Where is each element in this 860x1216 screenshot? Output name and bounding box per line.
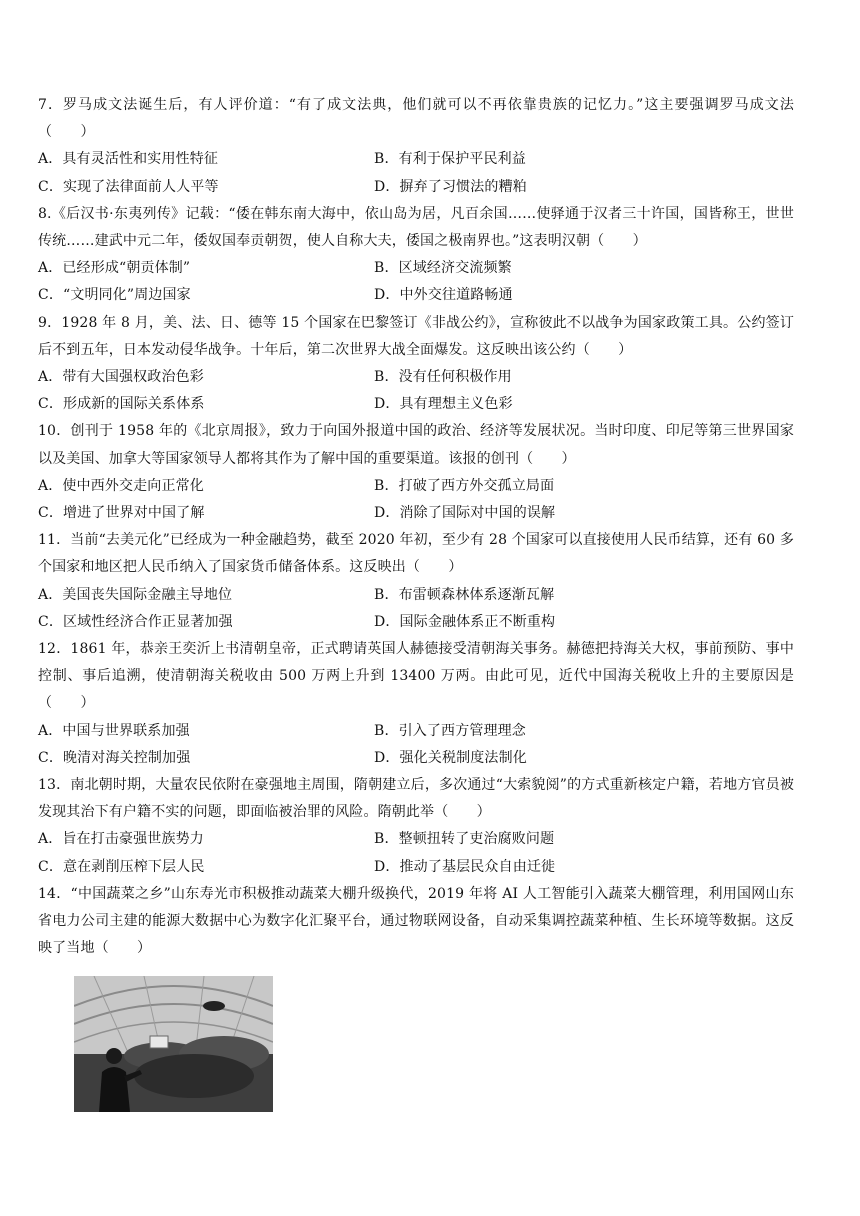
greenhouse-illustration [74,976,273,1112]
option-d: D．具有理想主义色彩 [374,396,513,413]
option-b: B．整顿扭转了吏治腐败问题 [374,831,555,848]
option-c: C．增进了世界对中国了解 [38,505,205,522]
option-a: A．带有大国强权政治色彩 [38,369,204,386]
option-a: A．中国与世界联系加强 [38,722,190,739]
option-b: B．引入了西方管理理念 [374,722,526,739]
option-c: C．晚清对海关控制加强 [38,749,191,766]
option-d: D．强化关税制度法制化 [374,749,527,766]
question-stem: 7．罗马成文法诞生后，有人评价道：“有了成文法典，他们就可以不再依靠贵族的记忆力。”这主要强调罗马成文法（ ） [38,97,794,141]
question-7 [38,92,794,201]
option-b: B．没有任何积极作用 [374,369,512,386]
option-a: A．美国丧失国际金融主导地位 [38,586,233,603]
options [38,364,794,418]
question-stem: 11．当前“去美元化”已经成为一种金融趋势，截至 2020 年初，至少有 28 个国家可以直接使用人民币结算，还有 60 多个国家和地区把人民币纳入了国家货币储备体系。这反映出（ ） [38,532,794,576]
option-c: C．形成新的国际关系体系 [38,396,205,413]
option-d: D．消除了国际对中国的误解 [374,505,556,522]
question-stem: 9．1928 年 8 月，美、法、日、德等 15 个国家在巴黎签订《非战公约》，宣称彼此不以战争为国家政策工具。公约签订后不到五年，日本发动侵华战争。十年后，第二次世界大战全面爆发。这反映出该公约（ ） [38,314,794,358]
options [38,255,794,309]
option-b: B．布雷顿森林体系逐渐瓦解 [374,586,555,603]
question-13 [38,772,794,881]
options [38,718,794,772]
option-c: C．区域性经济合作正显著加强 [38,613,233,630]
option-c: C．意在剥削压榨下层人民 [38,858,205,875]
option-d: D．摒弃了习惯法的糟粕 [374,178,527,195]
option-c: C．实现了法律面前人人平等 [38,178,219,195]
options [38,473,794,527]
options [38,826,794,880]
option-a: A．使中西外交走向正常化 [38,477,204,494]
option-c: C．“文明同化”周边国家 [38,287,191,304]
question-11 [38,527,794,636]
question-stem: 12．1861 年，恭亲王奕沂上书清朝皇帝，正式聘请英国人赫德接受清朝海关事务。赫德把持海关大权，事前预防、事中控制、事后追溯，使清朝海关税收由 500 万两上升到 13400 万两。由此可见，近代中国海关税收上升的主要原因是（ ） [38,641,794,712]
option-b: B．区域经济交流频繁 [374,260,512,277]
option-d: D．国际金融体系正不断重构 [374,613,556,630]
option-a: A．旨在打击豪强世族势力 [38,831,204,848]
option-a: A．具有灵活性和实用性特征 [38,151,219,168]
question-8 [38,201,794,310]
question-stem: 8.《后汉书·东夷列传》记载：“倭在韩东南大海中，依山岛为居，凡百余国……使驿通于汉者三十许国，国皆称王，世世传统……建武中元二年，倭奴国奉贡朝贺，使人自称大夫，倭国之极南界也。”这表明汉朝（ ） [38,205,794,250]
option-d: D．推动了基层民众自由迁徙 [374,858,556,875]
option-b: B．打破了西方外交孤立局面 [374,477,555,494]
option-a: A．已经形成“朝贡体制” [38,260,191,277]
options [38,146,794,200]
question-14 [38,881,794,963]
options [38,582,794,636]
question-stem: 14．“中国蔬菜之乡”山东寿光市积极推动蔬菜大棚升级换代，2019 年将 AI 人工智能引入蔬菜大棚管理，利用国网山东省电力公司主建的能源大数据中心为数字化汇聚平台，通过物联网设备，自动采集调控蔬菜种植、生长环境等数据。这反映了当地（ ） [38,885,794,957]
greenhouse-photo [74,976,273,1112]
question-list [38,92,794,1112]
question-10 [38,418,794,527]
question-stem: 10．创刊于 1958 年的《北京周报》，致力于向国外报道中国的政治、经济等发展状况。当时印度、印尼等第三世界国家以及美国、加拿大等国家领导人都将其作为了解中国的重要渠道。该报的创刊（ ） [38,423,794,467]
question-stem: 13．南北朝时期，大量农民依附在豪强地主周围，隋朝建立后，多次通过“大索貌阅”的方式重新核定户籍，若地方官员被发现其治下有户籍不实的问题，即面临被治罪的风险。隋朝此举（ ） [38,777,794,821]
option-b: B．有利于保护平民利益 [374,151,526,168]
question-9 [38,310,794,419]
question-12 [38,636,794,772]
option-d: D．中外交往道路畅通 [374,287,513,304]
